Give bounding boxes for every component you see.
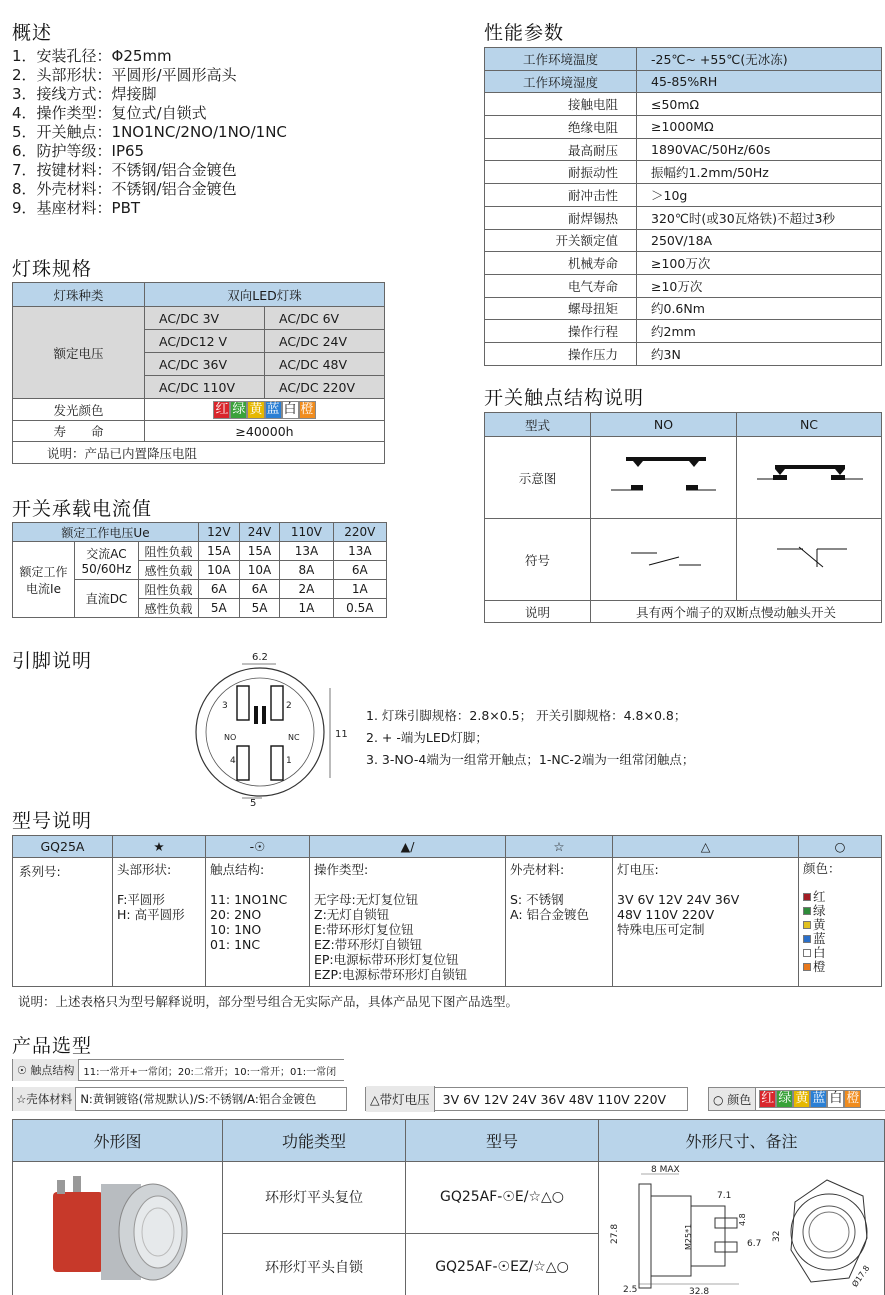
model-color-label: 白 (813, 945, 826, 960)
overview-item: 1．安装孔径：Φ25mm (12, 47, 172, 65)
model-color (799, 858, 882, 987)
volt-head: 220V (333, 523, 386, 542)
model-shell (506, 858, 613, 987)
svg-text:4: 4 (230, 756, 236, 766)
contact-type: 型式 (485, 413, 591, 437)
model-line: A: 铝合金镀色 (510, 907, 590, 922)
current-header: 额定工作电压Ue (13, 523, 199, 542)
lamp-voltage: AC/DC 48V (265, 353, 385, 376)
svg-text:3: 3 (222, 701, 228, 711)
lamp-voltage: AC/DC12 V (145, 330, 265, 353)
selection-shell-label: ☆壳体材料 (13, 1087, 76, 1111)
nc-symbol-icon (737, 519, 881, 597)
color-chip: 绿 (232, 401, 246, 417)
model-line: 颜色： (803, 861, 841, 876)
perf-value: ＞10g (637, 184, 882, 207)
contact-symbol-label: 符号 (485, 519, 591, 601)
model-contact (206, 858, 310, 987)
model-line: 11: 1NO1NC (210, 892, 288, 907)
cur-val: 6A (239, 580, 280, 599)
model-line: EZP:电源标带环形灯自锁钮 (314, 967, 468, 982)
cur-val: 6A (199, 580, 240, 599)
model-line (210, 877, 305, 892)
cur-val: 10A (199, 561, 240, 580)
pin-note: 1. 灯珠引脚规格：2.8×0.5； 开关引脚规格：4.8×0.8； (366, 708, 687, 723)
volt-head: 12V (199, 523, 240, 542)
no-diagram (591, 437, 737, 519)
color-chip: 黄 (795, 1091, 809, 1106)
color-chip: 白 (283, 401, 297, 417)
lamp-life-label: 寿 命 (13, 421, 145, 442)
model-title: 型号说明 (12, 810, 93, 832)
color-swatch-icon (803, 907, 811, 915)
svg-text:27.8: 27.8 (610, 1223, 620, 1244)
model-line: 头部形状: (117, 862, 172, 877)
nc-symbol (737, 519, 882, 601)
overview-item: 4．操作类型：复位式/自锁式 (12, 104, 207, 122)
load-ind: 感性负载 (139, 561, 199, 580)
selection-volt (365, 1087, 688, 1111)
svg-text:4.8: 4.8 (738, 1213, 747, 1226)
model-color-label: 红 (813, 889, 826, 904)
overview-item: 6．防护等级：IP65 (12, 142, 145, 160)
model-line: 10: 1NO (210, 922, 262, 937)
selection-table (12, 1119, 885, 1295)
contact-no: NO (591, 413, 737, 437)
current-rowlabel: 额定工作电流Ie (13, 542, 75, 618)
contact-title: 开关触点结构说明 (484, 387, 645, 409)
lamp-table (12, 282, 385, 464)
current-dc: 直流DC (75, 580, 139, 618)
selection-color-chips (756, 1090, 861, 1108)
model-line: H: 高平圆形 (117, 907, 185, 922)
cur-val: 8A (280, 561, 333, 580)
svg-text:2.5: 2.5 (623, 1285, 638, 1295)
sel-func: 环形灯平头复位 (223, 1162, 406, 1234)
sel-head: 功能类型 (223, 1120, 406, 1162)
overview-list (12, 47, 287, 218)
pin-diagram (190, 648, 350, 808)
product-image (13, 1162, 223, 1295)
model-color-item (803, 890, 877, 904)
perf-value: 振幅约1.2mm/50Hz (637, 161, 882, 184)
model-line: 特殊电压可定制 (617, 922, 705, 937)
no-symbol-icon (591, 519, 735, 597)
color-chip: 橙 (300, 401, 314, 417)
lamp-voltage: AC/DC 3V (145, 307, 265, 330)
cur-val: 1A (280, 599, 333, 618)
svg-text:1: 1 (286, 756, 292, 766)
model-head: ☆ (506, 836, 613, 858)
pin-note: 3. 3-NO-4端为一组常开触点；1-NC-2端为一组常闭触点； (366, 752, 695, 767)
model-line: S: 不锈钢 (510, 892, 564, 907)
perf-value: 250V/18A (637, 229, 882, 252)
contact-diagram-label: 示意图 (485, 437, 591, 519)
color-chip: 橙 (846, 1091, 860, 1106)
perf-label: 电气寿命 (485, 274, 637, 297)
selection-contact-label: ☉ 触点结构 (13, 1059, 79, 1081)
overview-item: 8．外壳材料：不锈钢/铝合金镀色 (12, 180, 237, 198)
model-color-item (803, 960, 877, 974)
model-table (12, 835, 882, 987)
model-line: EZ:带环形灯自锁钮 (314, 937, 423, 952)
lamp-title: 灯珠规格 (12, 258, 93, 280)
model-line: 3V 6V 12V 24V 36V (617, 892, 740, 907)
perf-label: 耐冲击性 (485, 184, 637, 207)
cur-val: 5A (199, 599, 240, 618)
lamp-col2: 双向LED灯珠 (145, 283, 385, 307)
load-ind: 感性负载 (139, 599, 199, 618)
switch-photo-icon (13, 1162, 221, 1295)
selection-shell-text: N:黄铜镀铬(常规默认)/S:不锈钢/A:铝合金镀色 (80, 1092, 317, 1106)
model-voltage (613, 858, 799, 987)
lamp-color-label: 发光颜色 (13, 399, 145, 421)
overview-item: 5．开关触点：1NO1NC/2NO/1NO/1NC (12, 123, 287, 141)
load-res: 阻性负载 (139, 580, 199, 599)
perf-label: 开关额定值 (485, 229, 637, 252)
model-head: -☉ (206, 836, 310, 858)
selection-color-label: ○ 颜色 (709, 1087, 756, 1111)
model-line: 触点结构: (210, 862, 265, 877)
model-line: 灯电压: (617, 862, 659, 877)
perf-label: 操作压力 (485, 342, 637, 365)
model-operation (310, 858, 506, 987)
nc-diagram-icon (737, 437, 881, 515)
perf-value: 45-85%RH (637, 70, 882, 93)
lamp-voltage: AC/DC 110V (145, 376, 265, 399)
current-title: 开关承载电流值 (12, 498, 153, 520)
sel-head: 外形尺寸、备注 (599, 1120, 885, 1162)
cur-val: 0.5A (333, 599, 386, 618)
selection-color (708, 1087, 885, 1111)
color-swatch-icon (803, 921, 811, 929)
perf-label: 最高耐压 (485, 138, 637, 161)
load-res: 阻性负载 (139, 542, 199, 561)
model-line: 20: 2NO (210, 907, 262, 922)
pin-notes (366, 705, 694, 771)
perf-value: ≥10万次 (637, 274, 882, 297)
svg-text:NO: NO (224, 733, 237, 742)
color-swatch-icon (803, 935, 811, 943)
perf-value: 约2mm (637, 320, 882, 343)
color-chip: 黄 (249, 401, 263, 417)
selection-contact (12, 1059, 344, 1081)
cur-val: 1A (333, 580, 386, 599)
color-chip: 蓝 (812, 1091, 826, 1106)
lamp-voltage: AC/DC 6V (265, 307, 385, 330)
model-head: △ (613, 836, 799, 858)
perf-title: 性能参数 (484, 22, 565, 44)
cur-val: 10A (239, 561, 280, 580)
model-line: 外壳材料: (510, 862, 565, 877)
svg-text:7.1: 7.1 (717, 1191, 732, 1201)
perf-value: ≥1000MΩ (637, 116, 882, 139)
perf-label: 绝缘电阻 (485, 116, 637, 139)
overview-item: 7．按键材料：不锈钢/铝合金镀色 (12, 161, 237, 179)
perf-value: 约0.6Nm (637, 297, 882, 320)
model-color-item (803, 932, 877, 946)
perf-table (484, 47, 882, 366)
svg-text:32.8: 32.8 (689, 1287, 710, 1295)
cur-val: 2A (280, 580, 333, 599)
contact-desc: 具有两个端子的双断点慢动触头开关 (591, 601, 882, 623)
volt-head: 110V (280, 523, 333, 542)
model-color-item (803, 904, 877, 918)
svg-text:32: 32 (772, 1230, 782, 1242)
perf-label: 耐焊锡热 (485, 206, 637, 229)
perf-value: ≤50mΩ (637, 93, 882, 116)
model-head-shape (113, 858, 206, 987)
cur-val: 5A (239, 599, 280, 618)
sel-head: 外形图 (13, 1120, 223, 1162)
color-chip: 蓝 (266, 401, 280, 417)
model-color-label: 蓝 (813, 931, 826, 946)
color-chip: 绿 (778, 1091, 792, 1106)
overview-item: 2．头部形状：平圆形/平圆形高头 (12, 66, 237, 84)
color-swatch-icon (803, 893, 811, 901)
model-line (314, 877, 501, 892)
svg-text:Ø17.8: Ø17.8 (850, 1263, 872, 1289)
no-diagram-icon (591, 437, 735, 515)
svg-text:NC: NC (288, 733, 300, 742)
cur-val: 13A (280, 542, 333, 561)
selection-title: 产品选型 (12, 1035, 93, 1057)
lamp-voltage: AC/DC 220V (265, 376, 385, 399)
perf-value: -25℃~ +55℃(无冰冻) (637, 48, 882, 71)
model-color-item (803, 918, 877, 932)
perf-value: 1890VAC/50Hz/60s (637, 138, 882, 161)
model-line (510, 877, 608, 892)
color-chip: 白 (829, 1091, 843, 1106)
overview-item: 3．接线方式：焊接脚 (12, 85, 157, 103)
svg-text:6.7: 6.7 (747, 1239, 762, 1249)
dim-side: 11 (335, 729, 348, 740)
cur-val: 15A (239, 542, 280, 561)
lamp-life: ≥40000h (145, 421, 385, 442)
model-line: 操作类型: (314, 862, 369, 877)
no-symbol (591, 519, 737, 601)
color-swatch-icon (803, 963, 811, 971)
lamp-voltage-label: 额定电压 (13, 307, 145, 399)
color-swatch-icon (803, 949, 811, 957)
model-line: Z:无灯自锁钮 (314, 907, 390, 922)
model-line: 无字母:无灯复位钮 (314, 892, 419, 907)
model-head: ★ (113, 836, 206, 858)
volt-head: 24V (239, 523, 280, 542)
perf-label: 操作行程 (485, 320, 637, 343)
svg-text:2: 2 (286, 701, 292, 711)
perf-label: 接触电阻 (485, 93, 637, 116)
perf-label: 螺母扭矩 (485, 297, 637, 320)
model-line (617, 877, 794, 892)
color-chip: 红 (761, 1091, 775, 1106)
perf-label: 耐振动性 (485, 161, 637, 184)
lamp-colors (145, 399, 385, 421)
model-line: EP:电源标带环形灯复位钮 (314, 952, 459, 967)
perf-label: 工作环境湿度 (485, 70, 637, 93)
model-series: 系列号: (13, 858, 113, 987)
sel-func: 环形灯平头自锁 (223, 1233, 406, 1295)
model-note: 说明：上述表格只为型号解释说明，部分型号组合无实际产品，具体产品见下图产品选型。 (18, 994, 519, 1009)
model-line: 48V 110V 220V (617, 907, 715, 922)
lamp-note: 说明：产品已内置降压电阻 (13, 442, 385, 464)
model-color-label: 黄 (813, 917, 826, 932)
selection-contact-text: 11:一常开+一常闭；20:二常开；10:一常开；01:一常闭 (83, 1066, 337, 1078)
svg-text:8 MAX: 8 MAX (651, 1165, 680, 1175)
model-head: ▲/ (310, 836, 506, 858)
contact-table (484, 412, 882, 623)
lamp-col1: 灯珠种类 (13, 283, 145, 307)
cur-val: 13A (333, 542, 386, 561)
perf-label: 机械寿命 (485, 252, 637, 275)
model-color-label: 橙 (813, 959, 826, 974)
model-color-label: 绿 (813, 903, 826, 918)
contact-nc: NC (737, 413, 882, 437)
model-color-item (803, 946, 877, 960)
contact-desc-label: 说明 (485, 601, 591, 623)
svg-text:M25*1: M25*1 (684, 1223, 693, 1250)
perf-value: 约3N (637, 342, 882, 365)
selection-volt-label: △带灯电压 (366, 1086, 435, 1112)
dim-top: 6.2 (252, 652, 268, 663)
nc-diagram (737, 437, 882, 519)
sel-model: GQ25AF-☉EZ/☆△○ (406, 1233, 599, 1295)
model-line: E:带环形灯复位钮 (314, 922, 414, 937)
overview-item: 9．基座材料：PBT (12, 199, 141, 217)
model-head: GQ25A (13, 836, 113, 858)
sel-model: GQ25AF-☉E/☆△○ (406, 1162, 599, 1234)
color-chip: 红 (215, 401, 229, 417)
lamp-voltage: AC/DC 36V (145, 353, 265, 376)
cur-val: 15A (199, 542, 240, 561)
dim-bottom: 5 (250, 798, 257, 808)
current-ac: 交流AC 50/60Hz (75, 542, 139, 580)
model-line (117, 877, 201, 892)
dimension-drawing (599, 1162, 885, 1295)
perf-label: 工作环境温度 (485, 48, 637, 71)
selection-shell (12, 1087, 347, 1111)
sel-head: 型号 (406, 1120, 599, 1162)
pin-note: 2. + -端为LED灯脚； (366, 730, 488, 745)
perf-value: ≥100万次 (637, 252, 882, 275)
selection-volt-text: 3V 6V 12V 24V 36V 48V 110V 220V (442, 1091, 667, 1107)
model-line: 01: 1NC (210, 937, 261, 952)
cur-val: 6A (333, 561, 386, 580)
overview-title: 概述 (12, 22, 53, 44)
perf-value: 320℃时(或30瓦烙铁)不超过3秒 (637, 206, 882, 229)
model-head: ○ (799, 836, 882, 858)
current-table (12, 522, 387, 618)
lamp-voltage: AC/DC 24V (265, 330, 385, 353)
pins-title: 引脚说明 (12, 650, 93, 672)
dimension-drawing-icon (599, 1162, 883, 1295)
model-line: F:平圆形 (117, 892, 165, 907)
